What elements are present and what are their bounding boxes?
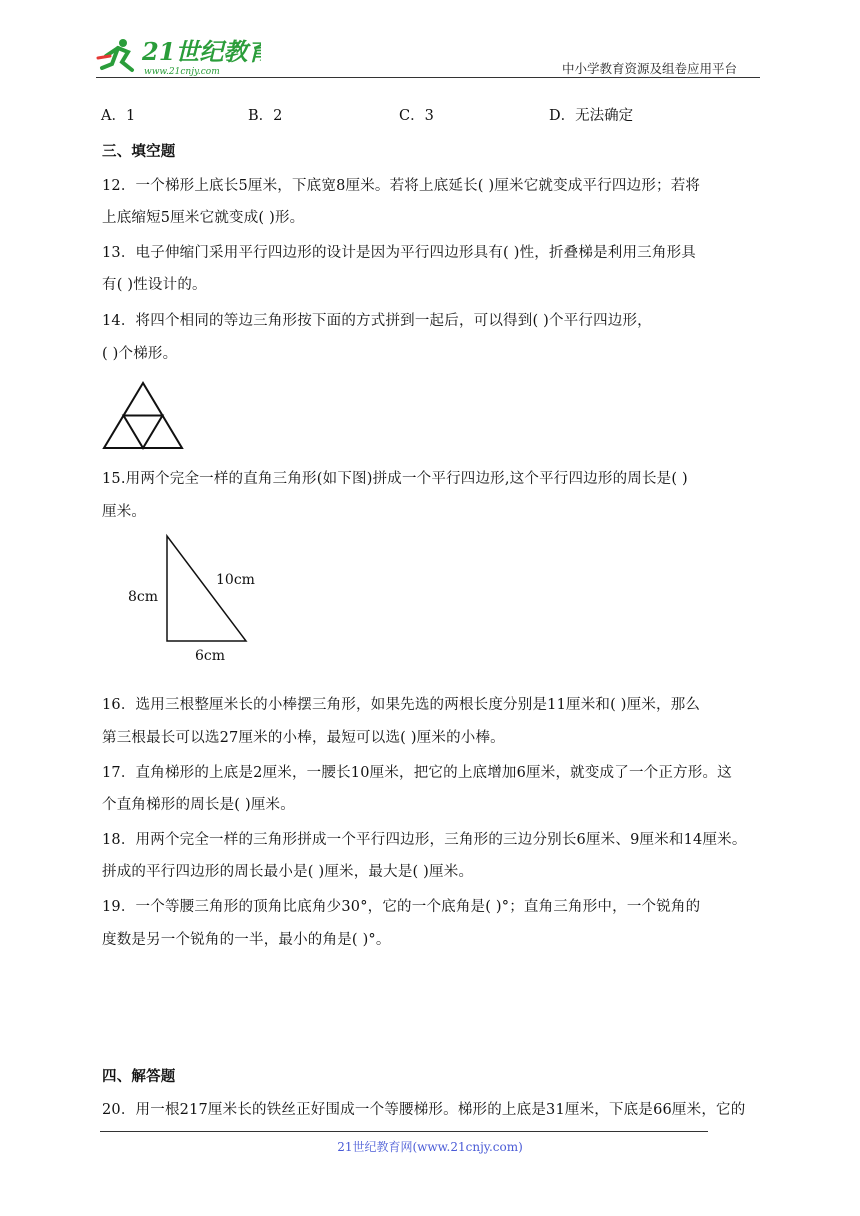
q18-line1: 18．用两个完全一样的三角形拼成一个平行四边形，三角形的三边分别长6厘米、9厘米和14厘米。 bbox=[102, 832, 747, 848]
option-a: A．1 bbox=[101, 108, 136, 124]
site-logo bbox=[96, 34, 261, 78]
svg-text:www.21cnjy.com: www.21cnjy.com bbox=[144, 67, 220, 77]
section-heading-answer: 四、解答题 bbox=[102, 1068, 176, 1085]
side-label-left: 8cm bbox=[128, 589, 159, 605]
q12-line2: 上底缩短5厘米它就变成( )形。 bbox=[102, 210, 305, 226]
footer-divider bbox=[100, 1131, 708, 1132]
q15-line2: 厘米。 bbox=[102, 504, 147, 520]
side-label-bottom: 6cm bbox=[195, 648, 226, 664]
four-triangles-figure bbox=[102, 381, 184, 451]
q15-line1: 15.用两个完全一样的直角三角形(如下图)拼成一个平行四边形,这个平行四边形的周长是( ) bbox=[102, 471, 688, 487]
q19-line1: 19．一个等腰三角形的顶角比底角少30°，它的一个底角是( )°；直角三角形中，一个锐角的 bbox=[102, 899, 701, 915]
q16-line2: 第三根最长可以选27厘米的小棒，最短可以选( )厘米的小棒。 bbox=[102, 730, 505, 746]
q14-line2: ( )个梯形。 bbox=[102, 346, 178, 362]
header-divider bbox=[96, 77, 760, 78]
section-heading-fill-in: 三、填空题 bbox=[102, 143, 176, 160]
right-triangle-figure bbox=[122, 532, 262, 666]
option-b: B．2 bbox=[248, 108, 283, 124]
q13-line2: 有( )性设计的。 bbox=[102, 277, 207, 293]
footer-site-link[interactable]: 21世纪教育网(www.21cnjy.com) bbox=[337, 1140, 523, 1154]
platform-name: 中小学教育资源及组卷应用平台 bbox=[562, 61, 738, 76]
option-d: D．无法确定 bbox=[549, 108, 634, 124]
runner-logo-icon bbox=[98, 39, 132, 70]
q17-line2: 个直角梯形的周长是( )厘米。 bbox=[102, 797, 295, 813]
svg-text:21世纪教育: 21世纪教育 bbox=[142, 37, 261, 66]
q13-line1: 13．电子伸缩门采用平行四边形的设计是因为平行四边形具有( )性，折叠梯是利用三角形具 bbox=[102, 245, 696, 261]
q18-line2: 拼成的平行四边形的周长最小是( )厘米，最大是( )厘米。 bbox=[102, 864, 474, 880]
q17-line1: 17．直角梯形的上底是2厘米，一腰长10厘米，把它的上底增加6厘米，就变成了一个正方形。这 bbox=[102, 765, 732, 781]
option-c: C．3 bbox=[399, 108, 434, 124]
q19-line2: 度数是另一个锐角的一半，最小的角是( )°。 bbox=[102, 932, 391, 948]
q12-line1: 12．一个梯形上底长5厘米，下底宽8厘米。若将上底延长( )厘米它就变成平行四边形；若将 bbox=[102, 178, 701, 194]
q16-line1: 16．选用三根整厘米长的小棒摆三角形，如果先选的两根长度分别是11厘米和( )厘米，那么 bbox=[102, 697, 701, 713]
q14-line1: 14．将四个相同的等边三角形按下面的方式拼到一起后，可以得到( )个平行四边形， bbox=[102, 313, 652, 329]
side-label-hypotenuse: 10cm bbox=[216, 572, 255, 588]
q20-line1: 20．用一根217厘米长的铁丝正好围成一个等腰梯形。梯形的上底是31厘米，下底是66厘米，它的 bbox=[102, 1102, 746, 1118]
